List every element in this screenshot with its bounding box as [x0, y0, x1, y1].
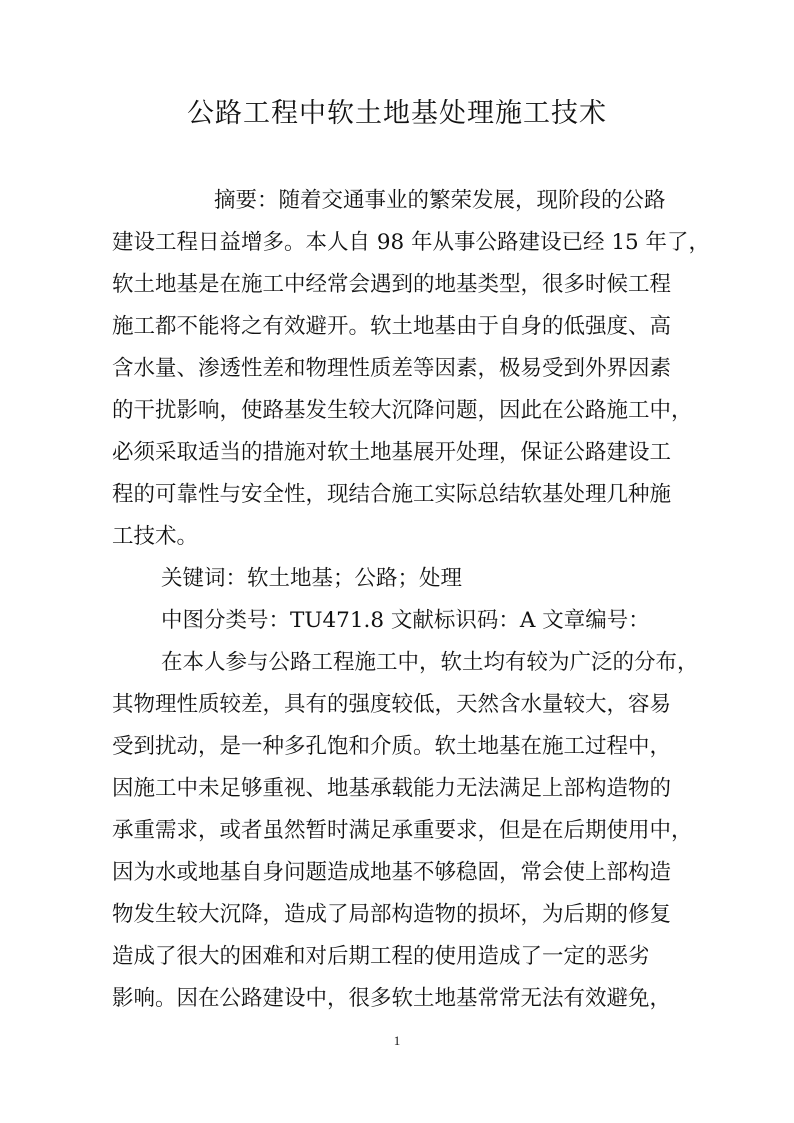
body-line: 在本人参与公路工程施工中，软土均有较为广泛的分布，: [161, 650, 699, 675]
body-line: 受到扰动，是一种多孔饱和介质。软土地基在施工过程中，: [112, 734, 672, 759]
body-line: 因为水或地基自身问题造成地基不够稳固，常会使上部构造: [112, 860, 672, 885]
abstract-line: 施工都不能将之有效避开。软土地基由于自身的低强度、高: [112, 314, 672, 339]
document-title: 公路工程中软土地基处理施工技术: [187, 98, 607, 129]
abstract-line: 必须采取适当的措施对软土地基展开处理，保证公路建设工: [112, 440, 672, 465]
body-line: 影响。因在公路建设中，很多软土地基常常无法有效避免，: [112, 986, 672, 1011]
abstract-line: 的干扰影响，使路基发生较大沉降问题，因此在公路施工中，: [112, 398, 693, 423]
abstract-line: 含水量、渗透性差和物理性质差等因素，极易受到外界因素: [112, 356, 672, 381]
abstract-line: 工技术。: [112, 524, 199, 549]
abstract-line: 摘要：随着交通事业的繁荣发展，现阶段的公路: [214, 188, 666, 213]
body-line: 因施工中未足够重视、地基承载能力无法满足上部构造物的: [112, 776, 672, 801]
abstract-line: 程的可靠性与安全性，现结合施工实际总结软基处理几种施: [112, 482, 672, 507]
abstract-line: 建设工程日益增多。本人自 98 年从事公路建设已经 15 年了，: [112, 230, 711, 255]
body-line: 其物理性质较差，具有的强度较低，天然含水量较大，容易: [112, 692, 672, 717]
keywords-line: 关键词：软土地基；公路；处理: [161, 566, 463, 591]
page-number: 1: [393, 1033, 401, 1048]
body-line: 造成了很大的困难和对后期工程的使用造成了一定的恶劣: [112, 944, 650, 969]
body-line: 承重需求，或者虽然暂时满足承重要求，但是在后期使用中，: [112, 818, 693, 843]
classification-line: 中图分类号：TU471.8 文献标识码：A 文章编号：: [161, 608, 650, 633]
abstract-line: 软土地基是在施工中经常会遇到的地基类型，很多时候工程: [112, 272, 672, 297]
body-line: 物发生较大沉降，造成了局部构造物的损坏，为后期的修复: [112, 902, 672, 927]
